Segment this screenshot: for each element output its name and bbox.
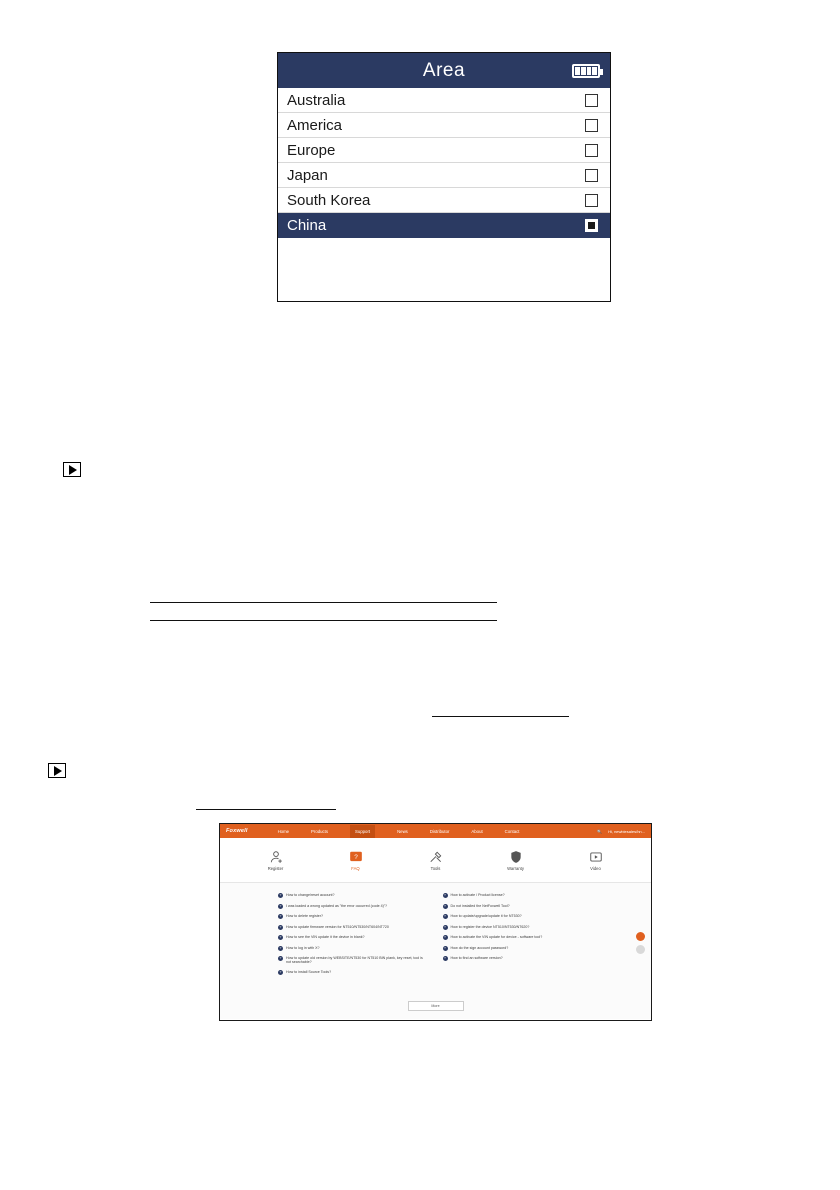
faq-item[interactable] <box>278 893 429 898</box>
faq-item-text: How to log in with X? <box>286 945 320 950</box>
list-item[interactable] <box>278 138 610 163</box>
question-bullet-icon: ? <box>279 893 282 897</box>
icon-nav-label: Tools <box>430 865 441 871</box>
icon-nav-label: Warranty <box>507 865 524 871</box>
icon-nav-faq[interactable] <box>335 850 377 871</box>
account-label[interactable]: Hi, newbiesales/hn... <box>608 828 645 834</box>
question-bullet-icon: ? <box>279 970 282 975</box>
faq-item[interactable] <box>278 970 429 975</box>
site-icon-nav <box>220 838 651 883</box>
faq-item[interactable] <box>443 946 594 951</box>
icon-nav-tools[interactable] <box>415 850 457 871</box>
faq-item-text: How to find an software version? <box>450 956 503 960</box>
faq-item-text: How to update old version by WEBSITE/NT530 for NT510 BIN plank, key reset, tool is not searchable? <box>286 956 423 965</box>
faq-item[interactable] <box>443 904 594 909</box>
faq-column-right <box>443 893 594 975</box>
list-item-label: South Korea <box>287 191 371 209</box>
list-item[interactable] <box>278 213 610 238</box>
list-item-label: Japan <box>287 166 328 184</box>
faq-item-text: How to activate the VIN update for device - software tool? <box>450 935 543 939</box>
faq-item-text: How to register the device NT510/NT530/NT620? <box>450 924 530 929</box>
question-bullet-icon: ? <box>279 945 282 950</box>
floating-buttons <box>636 932 645 954</box>
checkbox-america[interactable] <box>585 119 598 132</box>
area-list <box>278 88 610 238</box>
faq-item[interactable] <box>278 935 429 940</box>
question-bullet-icon: ? <box>444 956 446 960</box>
chat-icon[interactable] <box>636 932 645 941</box>
question-bullet-icon: ? <box>279 935 282 939</box>
faq-item[interactable] <box>278 946 429 951</box>
tools-icon <box>429 850 443 864</box>
icon-nav-label: Register <box>267 865 284 871</box>
checkbox-europe[interactable] <box>585 144 598 157</box>
question-bullet-icon: ? <box>444 903 446 908</box>
list-item-label: America <box>287 116 343 134</box>
question-bullet-icon: ? <box>279 914 282 918</box>
svg-text:?: ? <box>353 853 358 861</box>
checkbox-south-korea[interactable] <box>585 194 598 207</box>
faq-item[interactable] <box>443 935 594 940</box>
faq-item-text: How do the sign account password? <box>450 945 509 950</box>
site-topbar-right <box>597 829 645 834</box>
faq-item[interactable] <box>278 904 429 909</box>
list-empty-area <box>278 238 610 288</box>
underline-rule <box>196 809 336 810</box>
list-item[interactable] <box>278 113 610 138</box>
scroll-top-icon[interactable] <box>636 945 645 954</box>
list-item[interactable] <box>278 188 610 213</box>
play-marker-icon <box>48 763 66 778</box>
question-bullet-icon: ? <box>279 924 282 929</box>
list-item[interactable] <box>278 88 610 113</box>
icon-nav-register[interactable] <box>255 850 297 871</box>
checkbox-japan[interactable] <box>585 169 598 182</box>
site-nav <box>278 825 598 838</box>
checkbox-australia[interactable] <box>585 94 598 107</box>
question-bullet-icon: ? <box>279 903 282 908</box>
faq-item-text: How to activate / Product license? <box>450 893 505 897</box>
underline-rule <box>432 716 569 717</box>
faq-columns <box>220 893 651 975</box>
faq-item-text: How to install Source Tools? <box>286 970 332 975</box>
faq-column-left <box>278 893 429 975</box>
play-marker-icon <box>63 462 81 477</box>
question-bullet-icon: ? <box>444 893 446 897</box>
nav-item-home[interactable]: Home <box>277 828 290 834</box>
nav-item-news[interactable]: News <box>397 828 408 834</box>
faq-item[interactable] <box>278 925 429 930</box>
faq-item[interactable] <box>278 914 429 919</box>
faq-item-text: How to update/upgrade/update it for NT530? <box>450 914 522 918</box>
website-screenshot <box>219 823 652 1021</box>
device-header <box>278 53 610 88</box>
icon-nav-video[interactable] <box>575 850 617 871</box>
list-item-label: China <box>287 216 327 234</box>
faq-item[interactable] <box>443 925 594 930</box>
question-bullet-icon: ? <box>444 924 446 929</box>
question-bullet-icon: ? <box>444 914 446 918</box>
faq-item-text: I was loaded a wrong updated as "the error occurred (code 4)"? <box>286 903 388 908</box>
list-item[interactable] <box>278 163 610 188</box>
icon-nav-label: FAQ <box>351 865 360 871</box>
more-button[interactable]: More <box>408 1001 464 1011</box>
underline-rule <box>150 620 497 621</box>
faq-item[interactable] <box>443 914 594 919</box>
question-bullet-icon: ? <box>279 956 282 960</box>
checkbox-china[interactable] <box>585 219 598 232</box>
device-title: Area <box>422 59 466 81</box>
list-item-label: Europe <box>287 141 336 159</box>
faq-section <box>220 883 651 1019</box>
faq-item-text: How to update firmware version for NT510/NT530/NT604/NT720 <box>286 924 389 929</box>
faq-item[interactable] <box>443 956 594 961</box>
question-bullet-icon: ? <box>444 945 446 950</box>
user-register-icon <box>269 850 283 864</box>
device-screenshot <box>277 52 611 302</box>
faq-item-text: Do not installed the NetFoxwell Tool? <box>450 903 510 908</box>
site-logo: Foxwell <box>226 828 248 834</box>
video-play-icon <box>589 850 603 864</box>
nav-item-products[interactable]: Products <box>311 828 329 834</box>
nav-item-contact[interactable]: Contact <box>504 828 520 834</box>
icon-nav-label: Video <box>590 865 601 871</box>
question-bullet-icon: ? <box>444 935 446 939</box>
warranty-shield-icon <box>509 850 523 864</box>
faq-item[interactable] <box>278 956 429 965</box>
nav-item-distributor[interactable]: Distributor <box>429 828 450 834</box>
underline-rule <box>150 602 497 603</box>
icon-nav-warranty[interactable] <box>495 850 537 871</box>
site-topbar <box>220 824 651 838</box>
faq-item-text: How to delete register? <box>286 914 323 918</box>
nav-item-support[interactable]: Support <box>350 825 375 838</box>
search-icon[interactable]: 🔍 <box>597 828 603 834</box>
faq-item[interactable] <box>443 893 594 898</box>
nav-item-about[interactable]: About <box>471 828 483 834</box>
faq-item-text: How to see the VIN update it the device in blank? <box>286 935 365 939</box>
list-item-label: Australia <box>287 91 346 109</box>
battery-full-icon <box>572 64 600 78</box>
faq-icon <box>349 850 363 864</box>
faq-item-text: How to change/reset account? <box>286 893 335 897</box>
